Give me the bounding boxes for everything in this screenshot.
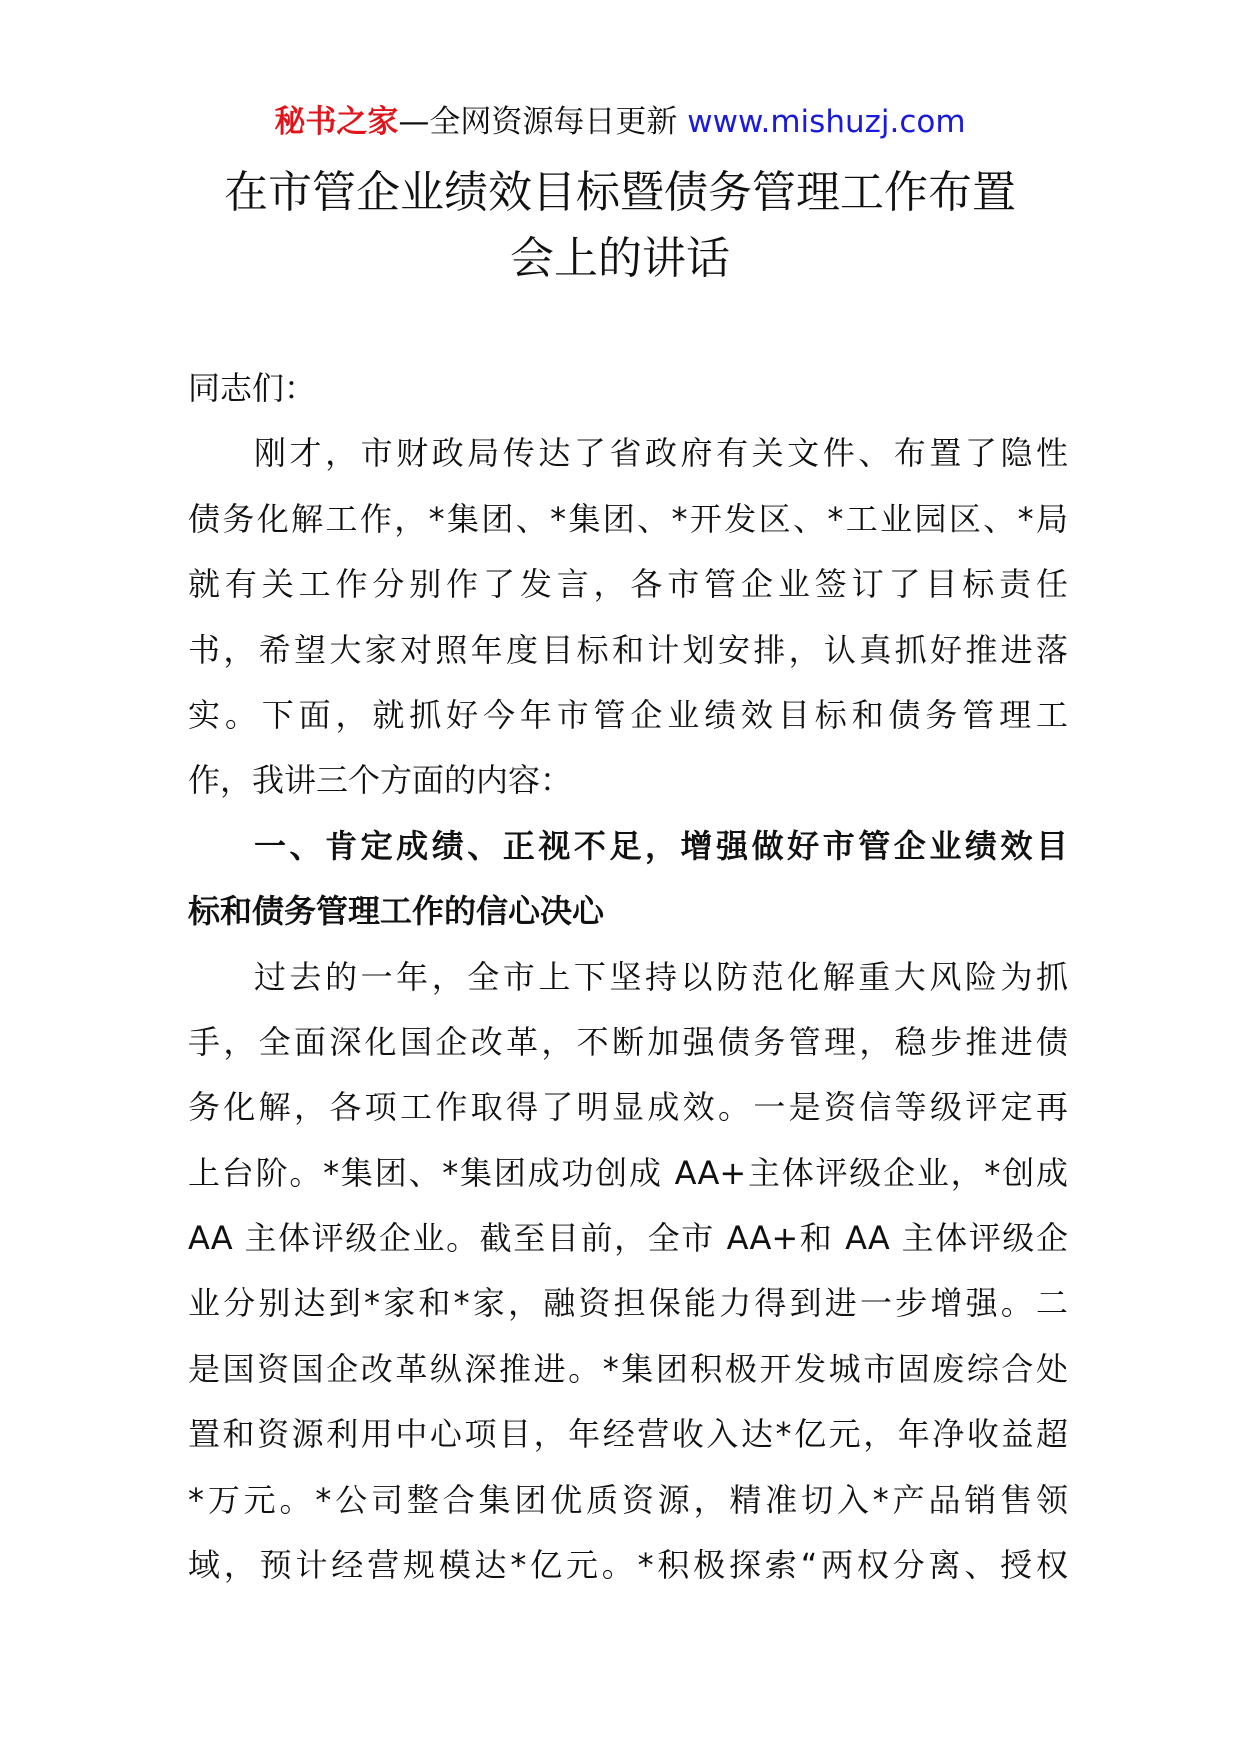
paragraph-line: 作，我讲三个方面的内容： [188, 761, 573, 800]
document-title [0, 160, 1240, 292]
paragraph-line: 刚才，市财政局传达了省政府有关文件、布置了隐性 [254, 434, 1068, 473]
paragraph-line: 置和资源利用中心项目，年经营收入达*亿元，年净收益超 [188, 1415, 1068, 1454]
paragraph-line: 务化解，各项工作取得了明显成效。一是资信等级评定再 [188, 1088, 1068, 1127]
paragraph-line: 是国资国企改革纵深推进。*集团积极开发城市固废综合处 [188, 1349, 1068, 1388]
paragraph-line: 上台阶。*集团、*集团成功创成 AA+主体评级企业，*创成 [188, 1153, 1068, 1192]
brand-name: 秘书之家 [274, 104, 399, 140]
paragraph-line: AA 主体评级企业。截至目前，全市 AA+和 AA 主体评级企 [188, 1219, 1068, 1258]
site-url-link[interactable]: www.mishuzj.com [687, 104, 966, 140]
title-line: 会上的讲话 [510, 233, 730, 284]
paragraph-line: 手，全面深化国企改革，不断加强债务管理，稳步推进债 [188, 1022, 1068, 1061]
section-heading-line: 标和债务管理工作的信心决心 [188, 892, 605, 931]
paragraph-line: *万元。*公司整合集团优质资源，精准切入*产品销售领 [188, 1480, 1068, 1519]
paragraph-line: 过去的一年，全市上下坚持以防范化解重大风险为抓 [254, 957, 1068, 996]
title-line: 在市管企业绩效目标暨债务管理工作布置 [224, 167, 1016, 218]
paragraph-line: 业分别达到*家和*家，融资担保能力得到进一步增强。二 [188, 1284, 1068, 1323]
paragraph-line: 债务化解工作，*集团、*集团、*开发区、*工业园区、*局 [188, 499, 1068, 538]
paragraph-line: 实。下面，就抓好今年市管企业绩效目标和债务管理工 [188, 695, 1068, 734]
paragraph-line: 书，希望大家对照年度目标和计划安排，认真抓好推进落 [188, 630, 1068, 669]
paragraph-line: 域，预计经营规模达*亿元。*积极探索“两权分离、授权 [188, 1546, 1068, 1585]
salutation: 同志们： [188, 369, 317, 407]
paragraph-line: 就有关工作分别作了发言，各市管企业签订了目标责任 [188, 565, 1068, 604]
header-slogan: —全网资源每日更新 [398, 104, 678, 140]
section-heading-line: 一、肯定成绩、正视不足，增强做好市管企业绩效目 [254, 826, 1068, 865]
site-header [0, 100, 1240, 144]
document-body [188, 356, 1068, 1598]
